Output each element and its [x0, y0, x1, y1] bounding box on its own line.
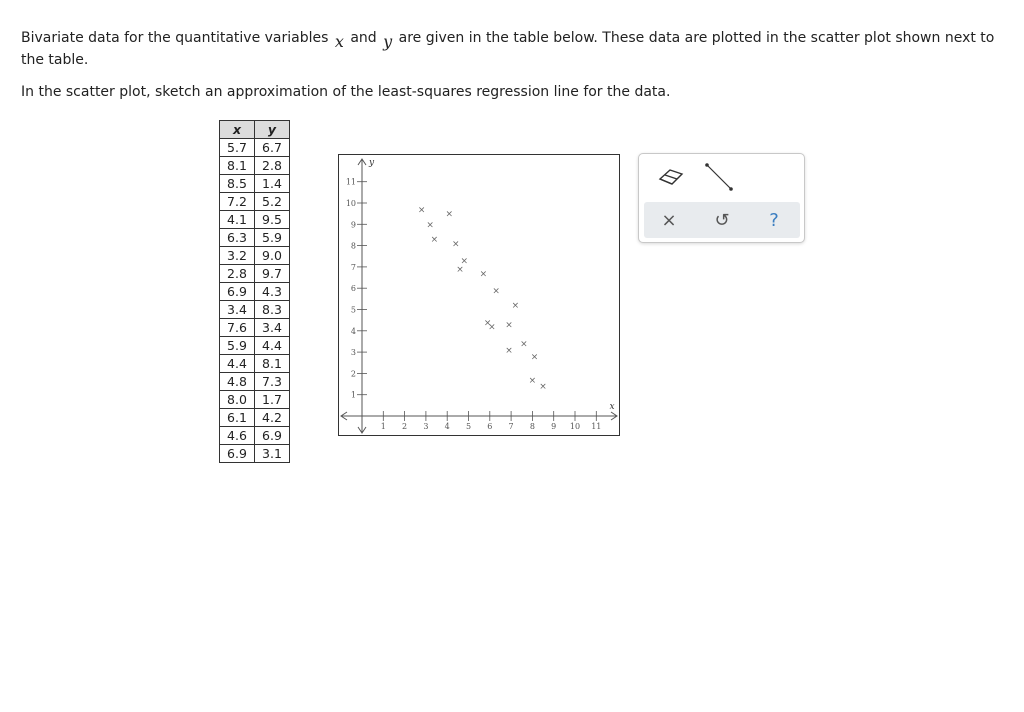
- y-tick-label: 5: [350, 305, 356, 315]
- prompt-text-after-y: are given in the table below. These data are plotted in the scatter plot shown next to the table.: [21, 30, 995, 68]
- question-prompt: [21, 26, 1011, 103]
- cell-x: 2.8: [220, 265, 255, 283]
- scatter-plot[interactable]: [338, 154, 620, 436]
- undo-button[interactable]: [702, 202, 742, 238]
- table-row: [220, 301, 290, 319]
- y-tick-label: 8: [350, 241, 356, 251]
- cell-y: 9.0: [255, 247, 290, 265]
- column-header-x: x: [220, 121, 255, 139]
- y-tick-label: 1: [350, 390, 356, 400]
- x-tick-label: 9: [551, 422, 557, 431]
- table-body: [220, 139, 290, 463]
- cell-x: 5.9: [220, 337, 255, 355]
- clear-button[interactable]: [649, 202, 689, 238]
- data-point: ×: [460, 256, 469, 267]
- cell-y: 1.7: [255, 391, 290, 409]
- x-tick-label: 4: [444, 422, 450, 431]
- data-point: ×: [456, 265, 464, 276]
- data-point: ×: [488, 322, 496, 333]
- x-tick-label: 11: [591, 422, 602, 431]
- cell-y: 2.8: [255, 157, 290, 175]
- cell-x: 6.3: [220, 229, 255, 247]
- data-point: ×: [451, 239, 460, 250]
- table-row: [220, 211, 290, 229]
- x-tick-label: 6: [487, 422, 493, 431]
- table-row: [220, 373, 290, 391]
- table-row: [220, 391, 290, 409]
- cell-y: 5.2: [255, 193, 290, 211]
- cell-y: 9.7: [255, 265, 290, 283]
- help-icon: ?: [769, 209, 779, 231]
- table-row: [220, 139, 290, 157]
- cell-x: 4.4: [220, 355, 255, 373]
- cell-y: 8.3: [255, 301, 290, 319]
- close-icon: ×: [661, 209, 677, 231]
- data-point: ×: [539, 382, 547, 393]
- cell-x: 4.8: [220, 373, 255, 391]
- table-row: [220, 409, 290, 427]
- table-row: [220, 247, 290, 265]
- x-tick-label: 3: [423, 422, 429, 431]
- data-point: ×: [505, 320, 513, 331]
- y-tick-label: 3: [350, 348, 356, 358]
- scatter-plot-canvas[interactable]: [339, 155, 621, 437]
- eraser-icon: [657, 166, 685, 188]
- data-point: ×: [426, 220, 434, 231]
- data-point: ×: [530, 352, 539, 363]
- table-row: [220, 229, 290, 247]
- x-axis-label: x: [609, 402, 615, 412]
- table-row: [220, 265, 290, 283]
- cell-y: 9.5: [255, 211, 290, 229]
- x-tick-label: 2: [402, 422, 408, 431]
- cell-y: 3.4: [255, 319, 290, 337]
- table-row: [220, 445, 290, 463]
- cell-x: 7.2: [220, 193, 255, 211]
- line-segment-icon: [702, 161, 736, 193]
- table-row: [220, 193, 290, 211]
- y-axis-label: y: [369, 158, 375, 168]
- data-point: ×: [483, 318, 492, 329]
- cell-x: 3.4: [220, 301, 255, 319]
- cell-x: 6.9: [220, 445, 255, 463]
- prompt-line-1: [21, 26, 1011, 71]
- graph-toolbar: [638, 153, 805, 243]
- variable-x: x: [334, 32, 344, 51]
- cell-x: 8.1: [220, 157, 255, 175]
- data-point: ×: [430, 235, 439, 246]
- cell-y: 7.3: [255, 373, 290, 391]
- y-tick-label: 4: [350, 326, 356, 336]
- cell-x: 3.2: [220, 247, 255, 265]
- help-button[interactable]: [754, 202, 794, 238]
- cell-x: 4.6: [220, 427, 255, 445]
- cell-x: 6.9: [220, 283, 255, 301]
- x-tick-label: 8: [529, 422, 535, 431]
- cell-y: 6.9: [255, 427, 290, 445]
- data-point: ×: [520, 339, 528, 350]
- x-tick-label: 10: [569, 422, 581, 431]
- data-point: ×: [505, 345, 513, 356]
- y-tick-label: 7: [350, 262, 356, 272]
- undo-icon: ↺: [714, 209, 730, 231]
- y-tick-label: 6: [350, 284, 356, 294]
- data-point: ×: [417, 205, 426, 216]
- data-point: ×: [511, 301, 520, 312]
- data-point: ×: [528, 375, 537, 386]
- data-point: ×: [479, 269, 488, 280]
- table-row: [220, 427, 290, 445]
- cell-x: 8.0: [220, 391, 255, 409]
- table-row: [220, 157, 290, 175]
- table-row: [220, 283, 290, 301]
- x-tick-label: 5: [465, 422, 472, 431]
- data-table: [219, 120, 290, 463]
- prompt-text-before-x: Bivariate data for the quantitative variables: [21, 30, 329, 46]
- y-tick-label: 2: [350, 369, 356, 379]
- y-tick-label: 9: [350, 220, 356, 230]
- x-tick-label: 1: [380, 422, 386, 431]
- cell-y: 4.2: [255, 409, 290, 427]
- cell-y: 5.9: [255, 229, 290, 247]
- table-row: [220, 355, 290, 373]
- table-header-row: [220, 121, 290, 139]
- cell-y: 8.1: [255, 355, 290, 373]
- table-row: [220, 319, 290, 337]
- cell-x: 5.7: [220, 139, 255, 157]
- action-bar: [644, 202, 800, 238]
- cell-y: 4.4: [255, 337, 290, 355]
- cell-y: 3.1: [255, 445, 290, 463]
- prompt-text-and: and: [350, 30, 377, 46]
- cell-x: 4.1: [220, 211, 255, 229]
- line-tool[interactable]: [701, 160, 737, 194]
- cell-x: 8.5: [220, 175, 255, 193]
- cell-y: 4.3: [255, 283, 290, 301]
- cell-x: 6.1: [220, 409, 255, 427]
- cell-y: 1.4: [255, 175, 290, 193]
- eraser-tool[interactable]: [653, 162, 689, 192]
- column-header-y: y: [255, 121, 290, 139]
- cell-y: 6.7: [255, 139, 290, 157]
- x-tick-label: 7: [508, 422, 514, 431]
- y-tick-label: 11: [345, 177, 356, 187]
- variable-y: y: [383, 32, 393, 51]
- cell-x: 7.6: [220, 319, 255, 337]
- prompt-instruction: In the scatter plot, sketch an approximation of the least-squares regression line for the data.: [21, 84, 671, 100]
- table-row: [220, 337, 290, 355]
- y-tick-label: 10: [345, 199, 356, 208]
- data-point: ×: [445, 209, 454, 220]
- table-row: [220, 175, 290, 193]
- data-point: ×: [492, 286, 500, 297]
